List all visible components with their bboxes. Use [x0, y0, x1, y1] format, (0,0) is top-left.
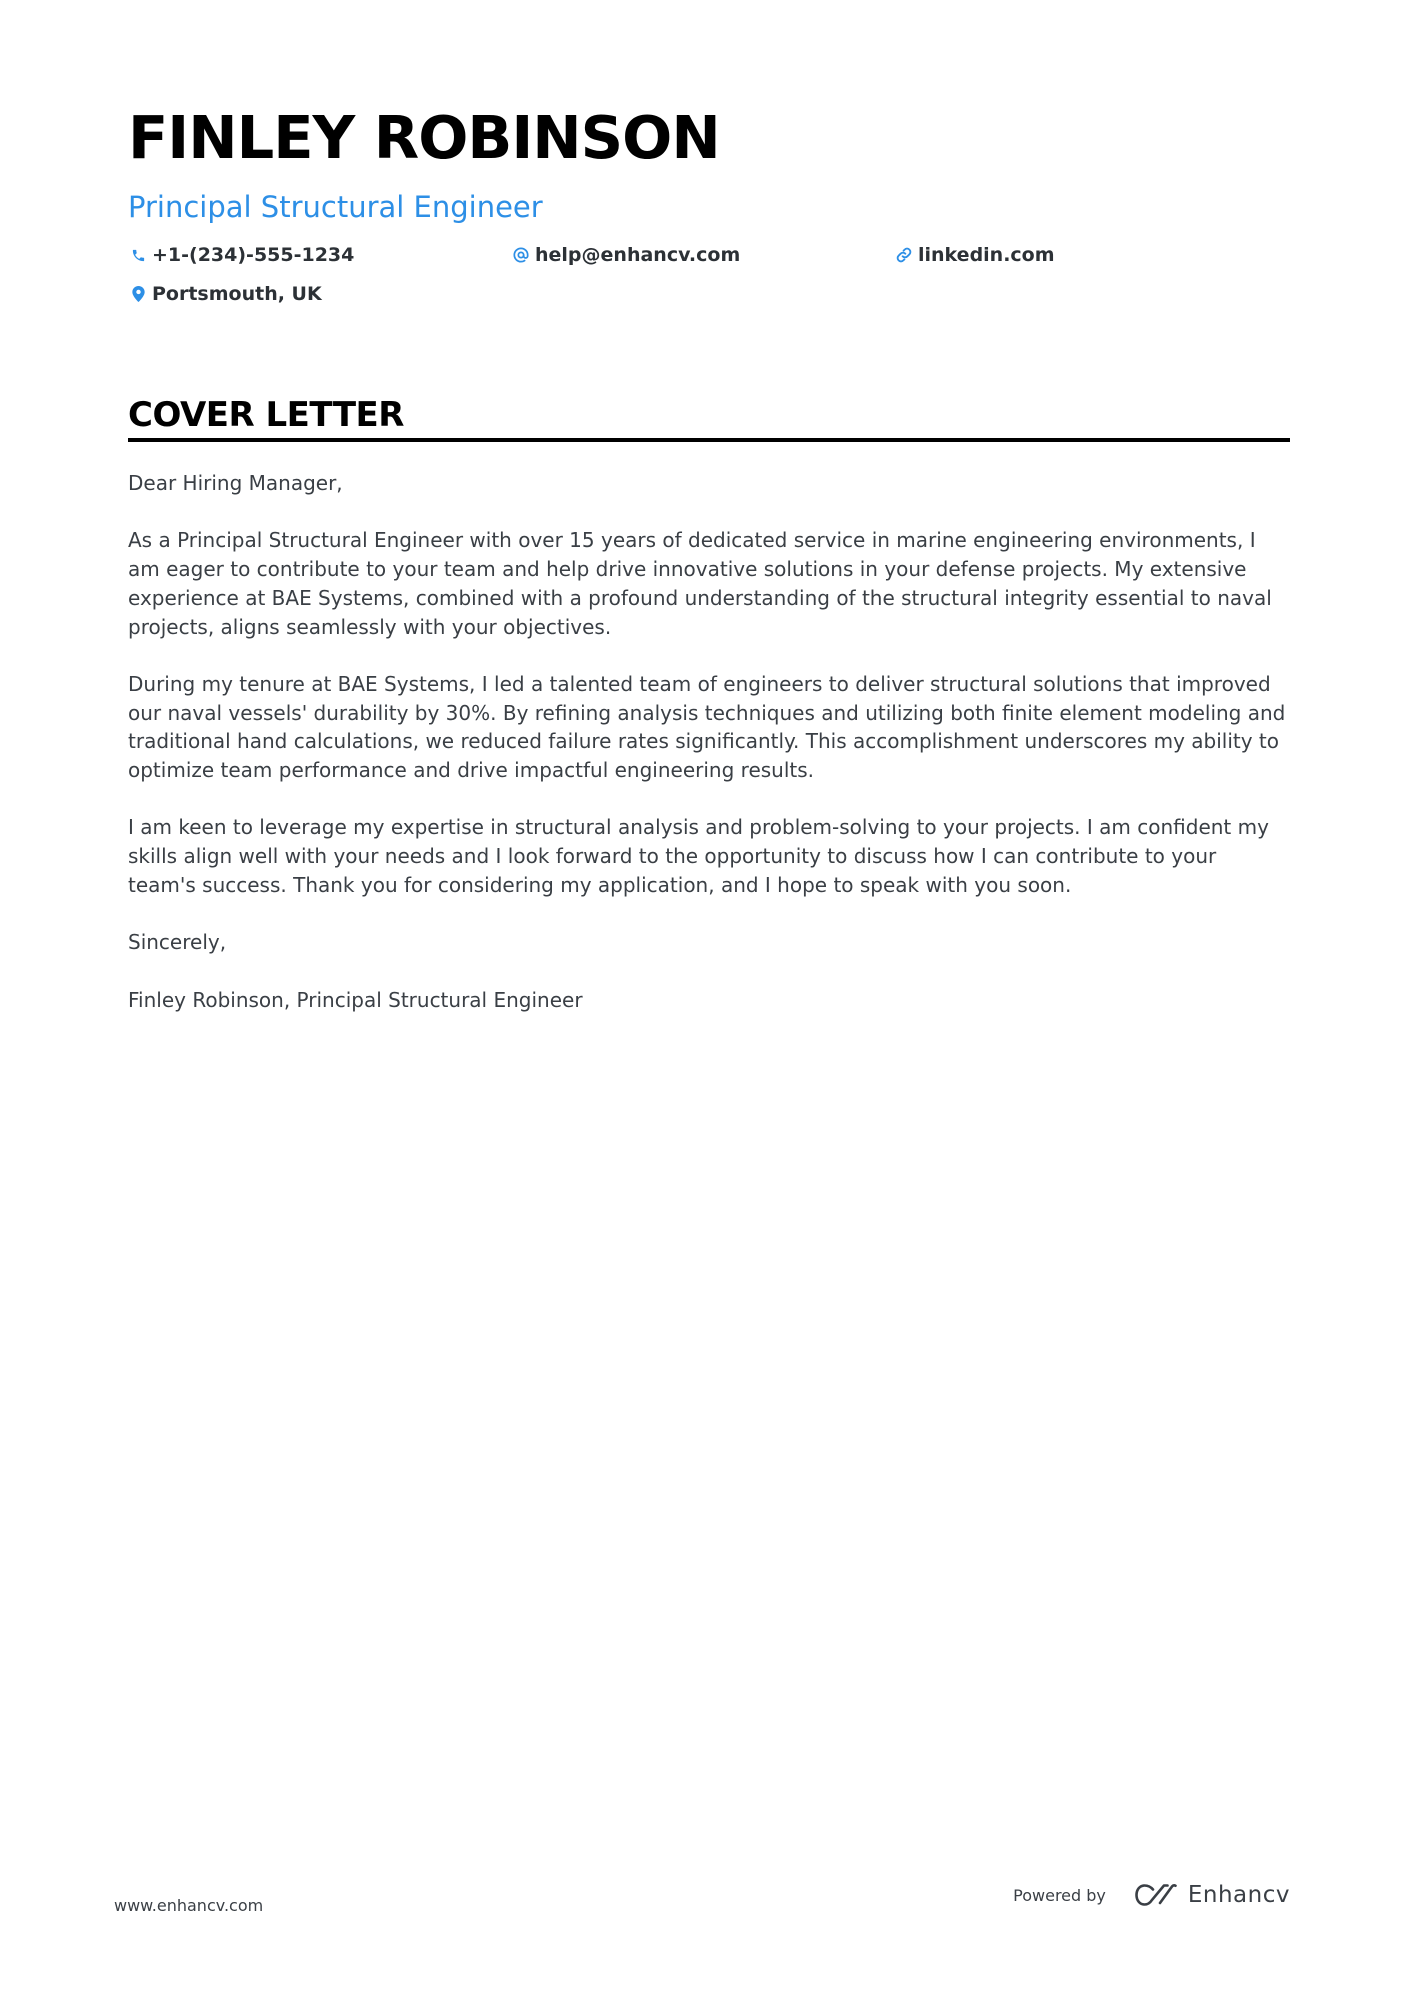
email-text[interactable]: help@enhancv.com [535, 243, 741, 266]
letter-salutation: Dear Hiring Manager, [128, 471, 343, 495]
letter-signature: Finley Robinson, Principal Structural Engineer [128, 987, 583, 1012]
section-divider [128, 438, 1290, 442]
letter-closing: Sincerely, [128, 930, 227, 955]
footer-website[interactable]: www.enhancv.com [114, 1896, 264, 1915]
link-text[interactable]: linkedin.com [918, 243, 1055, 266]
contact-email [511, 245, 740, 265]
contact-link [894, 245, 1055, 265]
letter-paragraph: As a Principal Structural Engineer with over 15 years of dedicated service in marine engineering environments, I am eager to contribute to your team and help drive innovative solutions in your defense projects. My extensive experience at BAE Systems, combined with a profound understanding of the structural integrity essential to naval projects, aligns seamlessly with your objectives. [128, 528, 1272, 639]
at-icon [511, 245, 531, 265]
enhancv-logo-icon [1134, 1883, 1180, 1907]
phone-text: +1-(234)-555-1234 [152, 243, 355, 266]
letter-paragraph: During my tenure at BAE Systems, I led a talented team of engineers to deliver structural solutions that improved our naval vessels' durability by 30%. By refining analysis techniques and utilizing both finite element modeling and traditional hand calculations, we reduced failure rates significantly. This accomplishment underscores my ability to optimize team performance and drive impactful engineering results. [128, 671, 1286, 782]
brand-name: Enhancv [1187, 1882, 1290, 1908]
candidate-name: FINLEY ROBINSON [128, 103, 720, 172]
contact-phone [128, 245, 354, 265]
phone-icon [128, 245, 148, 265]
link-icon [894, 245, 914, 265]
section-title: COVER LETTER [128, 395, 404, 435]
job-title: Principal Structural Engineer [128, 190, 543, 224]
letter-paragraph: I am keen to leverage my expertise in structural analysis and problem-solving to your projects. I am confident my skills align well with your needs and I look forward to the opportunity to discuss how I can contribute to your team's success. Thank you for considering my application, and I hope to speak with you soon. [128, 815, 1269, 897]
contact-location [128, 284, 322, 304]
map-pin-icon [128, 284, 148, 304]
footer-powered-by [1013, 1882, 1290, 1908]
location-text: Portsmouth, UK [152, 282, 322, 305]
letter-body [128, 469, 1290, 1043]
powered-by-label: Powered by [1013, 1885, 1106, 1905]
